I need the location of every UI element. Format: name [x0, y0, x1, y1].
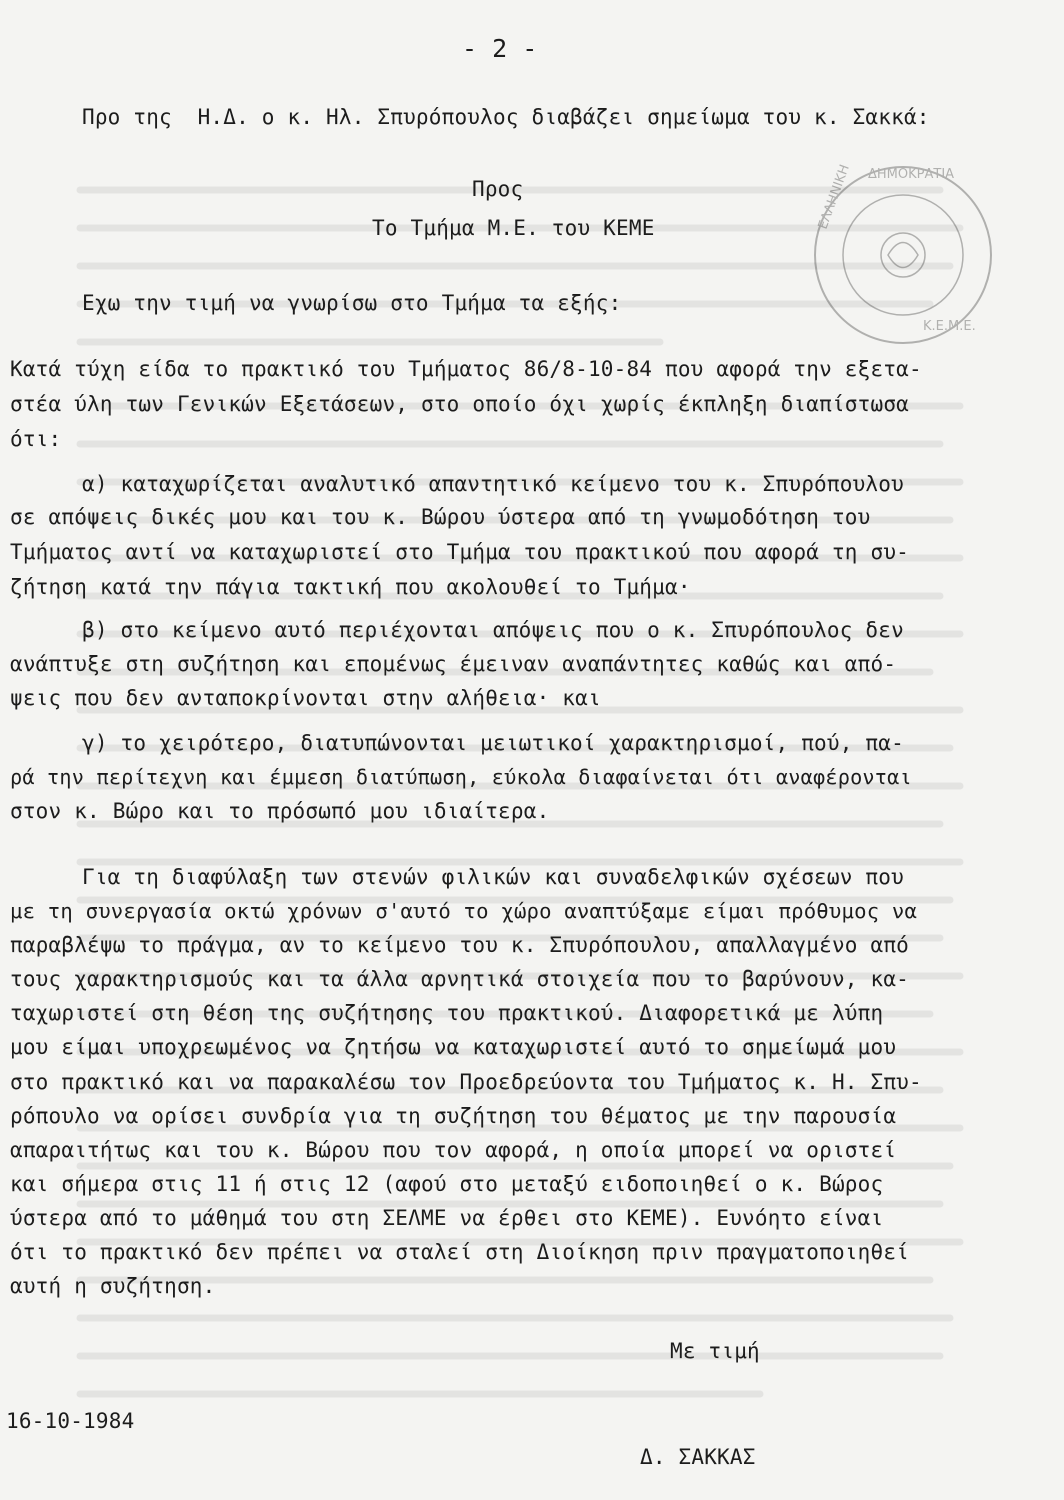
body-line: ταχωριστεί στη θέση της συζήτησης του πρακτικού. Διαφορετικά με λύπη — [10, 1001, 884, 1025]
body-line: αυτή η συζήτηση. — [10, 1274, 216, 1298]
addressee-line: Προς — [472, 177, 524, 201]
body-line: τους χαρακτηρισμούς και τα άλλα αρνητικά στοιχεία που το βαρύνουν, κα- — [10, 967, 910, 991]
page-number: - 2 - — [462, 34, 538, 63]
svg-text:ΕΛΛΗΝΙΚΗ: ΕΛΛΗΝΙΚΗ — [815, 162, 853, 232]
body-line: Για τη διαφύλαξη των στενών φιλικών και συναδελφικών σχέσεων που — [82, 865, 904, 889]
official-stamp — [808, 160, 998, 350]
body-line: απαραιτήτως και του κ. Βώρου που τον αφορά, η οποία μπορεί να οριστεί — [10, 1138, 897, 1162]
body-line: μου είμαι υποχρεωμένος να ζητήσω να καταχωριστεί αυτό το σημείωμά μου — [10, 1035, 897, 1059]
body-line: ύστερα από το μάθημά του στη ΣΕΛΜΕ να έρθει στο ΚΕΜΕ). Ευνόητο είναι — [10, 1206, 884, 1230]
body-line: στο πρακτικό και να παρακαλέσω τον Προεδρεύοντα του Τμήματος κ. Η. Σπυ- — [10, 1070, 922, 1094]
document-date: 16-10-1984 — [6, 1409, 135, 1433]
body-line: ψεις που δεν ανταποκρίνονται στην αλήθεια· και — [10, 686, 601, 710]
body-line: στέα ύλη των Γενικών Εξετάσεων, στο οποίο όχι χωρίς έκπληξη διαπίστωσα — [10, 392, 910, 416]
body-line: β) στο κείμενο αυτό περιέχονται απόψεις που ο κ. Σπυρόπουλος δεν — [82, 618, 904, 642]
svg-text:ΔΗΜΟΚΡΑΤΙΑ: ΔΗΜΟΚΡΑΤΙΑ — [868, 167, 955, 182]
body-line: ρόπουλο να ορίσει συνδρία για τη συζήτηση του θέματος με την παρουσία — [10, 1104, 897, 1128]
closing-line: Με τιμή — [670, 1339, 760, 1363]
body-line: παραβλέψω το πράγμα, αν το κείμενο του κ. Σπυρόπουλου, απαλλαγμένο από — [10, 933, 910, 957]
body-line: γ) το χειρότερο, διατυπώνονται μειωτικοί χαρακτηρισμοί, πού, πα- — [82, 731, 904, 755]
body-line: Τμήματος αντί να καταχωριστεί στο Τμήμα του πρακτικού που αφορά τη συ- — [10, 540, 910, 564]
svg-text:Κ.Ε.Μ.Ε.: Κ.Ε.Μ.Ε. — [923, 319, 976, 334]
intro-line: Προ της Η.Δ. ο κ. Ηλ. Σπυρόπουλος διαβάζει σημείωμα του κ. Σακκά: — [82, 105, 930, 129]
body-line: ότι: — [10, 427, 62, 451]
signature-name: Δ. ΣΑΚΚΑΣ — [640, 1445, 756, 1469]
body-line: Κατά τύχη είδα το πρακτικό του Τμήματος 86/8-10-84 που αφορά την εξετα- — [10, 357, 922, 381]
salutation-line: Εχω την τιμή να γνωρίσω στο Τμήμα τα εξής: — [82, 291, 622, 315]
body-line: σε απόψεις δικές μου και του κ. Βώρου ύστερα από τη γνωμοδότηση του — [10, 505, 871, 529]
body-line: ανάπτυξε στη συζήτηση και επομένως έμειναν αναπάντητες καθώς και από- — [10, 652, 897, 676]
addressee-department: Το Τμήμα Μ.Ε. του ΚΕΜΕ — [372, 216, 655, 240]
body-line: ζήτηση κατά την πάγια τακτική που ακολουθεί το Τμήμα· — [10, 575, 691, 599]
body-line: με τη συνεργασία οκτώ χρόνων σ'αυτό το χώρο αναπτύξαμε είμαι πρόθυμος να — [10, 899, 918, 923]
body-line: και σήμερα στις 11 ή στις 12 (αφού στο μεταξύ ειδοποιηθεί ο κ. Βώρος — [10, 1172, 884, 1196]
body-line: ότι το πρακτικό δεν πρέπει να σταλεί στη Διοίκηση πριν πραγματοποιηθεί — [10, 1240, 910, 1264]
body-line: α) καταχωρίζεται αναλυτικό απαντητικό κείμενο του κ. Σπυρόπουλου — [82, 472, 904, 496]
body-line: ρά την περίτεχνη και έμμεση διατύπωση, εύκολα διαφαίνεται ότι αναφέρονται — [10, 765, 912, 789]
body-line: στον κ. Βώρο και το πρόσωπό μου ιδιαίτερα. — [10, 799, 550, 823]
